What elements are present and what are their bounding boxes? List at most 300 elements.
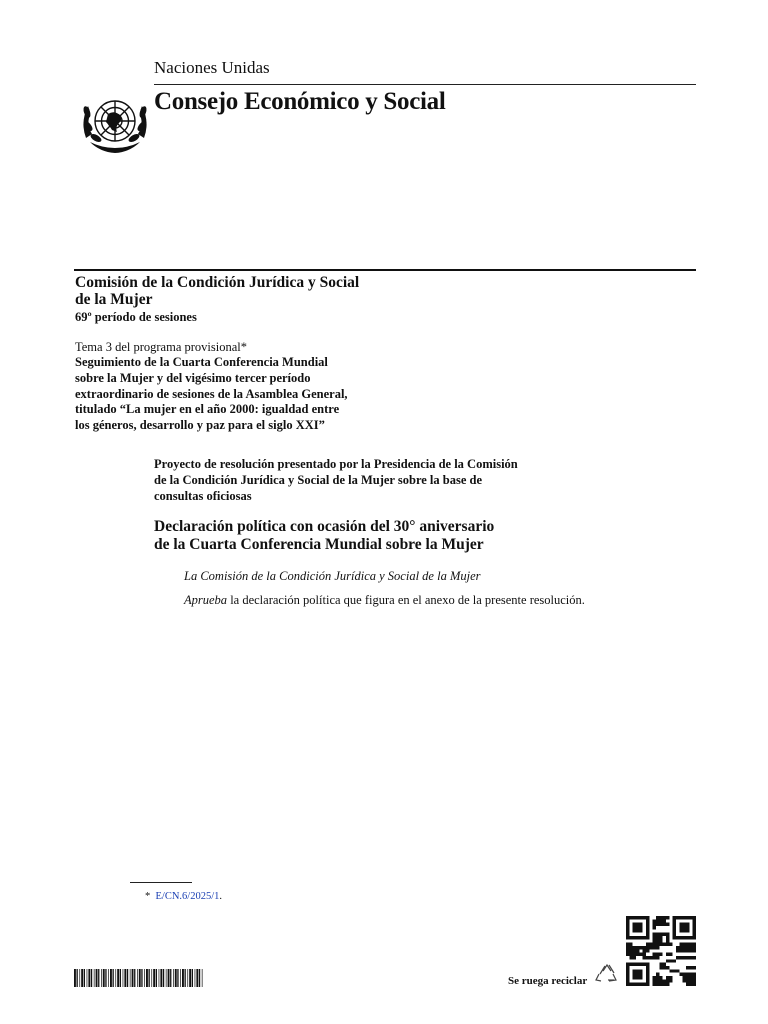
qr-module bbox=[666, 916, 669, 919]
qr-module bbox=[626, 983, 629, 986]
qr-module bbox=[689, 966, 692, 969]
barcode-bar bbox=[124, 969, 126, 987]
qr-module bbox=[626, 973, 629, 976]
qr-module bbox=[656, 933, 659, 936]
qr-module bbox=[666, 966, 669, 969]
barcode-bar bbox=[130, 969, 131, 987]
qr-module bbox=[639, 936, 642, 939]
qr-module bbox=[626, 949, 629, 952]
qr-module bbox=[693, 956, 696, 959]
qr-module bbox=[633, 929, 636, 932]
qr-module bbox=[683, 973, 686, 976]
barcode-bar bbox=[120, 969, 121, 987]
footnote-document-link[interactable]: E/CN.6/2025/1 bbox=[155, 891, 220, 902]
qr-module bbox=[666, 939, 669, 942]
qr-module bbox=[646, 966, 649, 969]
qr-module bbox=[659, 953, 662, 956]
barcode-bar bbox=[163, 969, 164, 987]
qr-module bbox=[629, 916, 632, 919]
qr-module bbox=[646, 963, 649, 966]
qr-module bbox=[659, 923, 662, 926]
qr-module bbox=[626, 919, 629, 922]
commission-name bbox=[75, 274, 359, 308]
council-title: Consejo Económico y Social bbox=[154, 88, 446, 115]
un-emblem-icon bbox=[78, 88, 152, 158]
qr-module bbox=[693, 926, 696, 929]
qr-module bbox=[666, 933, 669, 936]
qr-module bbox=[676, 956, 679, 959]
qr-module bbox=[693, 916, 696, 919]
qr-module bbox=[626, 929, 629, 932]
qr-module bbox=[673, 969, 676, 972]
commission-name-line: Comisión de la Condición Jurídica y Social bbox=[75, 274, 360, 291]
qr-module bbox=[669, 979, 672, 982]
qr-module bbox=[693, 976, 696, 979]
agenda-title-line: sobre la Mujer y del vigésimo tercer período bbox=[75, 370, 311, 385]
qr-module bbox=[633, 949, 636, 952]
qr-module bbox=[663, 983, 666, 986]
qr-module bbox=[646, 929, 649, 932]
qr-module bbox=[659, 979, 662, 982]
qr-module bbox=[686, 943, 689, 946]
barcode-icon bbox=[74, 969, 204, 987]
qr-module bbox=[636, 973, 639, 976]
barcode-bar bbox=[173, 969, 174, 987]
qr-module bbox=[669, 969, 672, 972]
qr-module bbox=[649, 956, 652, 959]
qr-module bbox=[639, 976, 642, 979]
barcode-bar bbox=[177, 969, 178, 987]
qr-module bbox=[683, 949, 686, 952]
qr-module bbox=[683, 936, 686, 939]
qr-module bbox=[626, 946, 629, 949]
barcode-bar bbox=[91, 969, 92, 987]
qr-module bbox=[639, 973, 642, 976]
qr-module bbox=[673, 936, 676, 939]
qr-module bbox=[629, 936, 632, 939]
barcode-bar bbox=[202, 969, 203, 987]
barcode-bar bbox=[98, 969, 99, 987]
qr-module bbox=[666, 953, 669, 956]
qr-module bbox=[686, 956, 689, 959]
qr-module bbox=[659, 963, 662, 966]
qr-module bbox=[666, 983, 669, 986]
footnote-marker: * bbox=[145, 891, 151, 902]
qr-module bbox=[633, 973, 636, 976]
qr-module bbox=[649, 946, 652, 949]
qr-module bbox=[653, 933, 656, 936]
barcode-bar bbox=[110, 969, 112, 987]
qr-module bbox=[693, 943, 696, 946]
qr-module bbox=[636, 929, 639, 932]
header-rule bbox=[154, 84, 696, 85]
barcode-bar bbox=[139, 969, 141, 987]
qr-module bbox=[626, 923, 629, 926]
qr-module bbox=[656, 916, 659, 919]
barcode-bar bbox=[160, 969, 162, 987]
qr-module bbox=[673, 933, 676, 936]
qr-module bbox=[673, 916, 676, 919]
qr-module bbox=[626, 943, 629, 946]
qr-module bbox=[673, 923, 676, 926]
qr-module bbox=[653, 943, 656, 946]
qr-module bbox=[659, 933, 662, 936]
qr-module bbox=[646, 946, 649, 949]
qr-module bbox=[653, 936, 656, 939]
qr-module bbox=[656, 919, 659, 922]
barcode-bar bbox=[187, 969, 188, 987]
recycle-label: Se ruega reciclar bbox=[508, 975, 588, 987]
qr-module bbox=[646, 973, 649, 976]
qr-module bbox=[646, 919, 649, 922]
qr-module bbox=[673, 959, 676, 962]
barcode-bar bbox=[127, 969, 128, 987]
qr-module bbox=[683, 979, 686, 982]
qr-module bbox=[653, 923, 656, 926]
qr-module bbox=[649, 943, 652, 946]
qr-module bbox=[659, 976, 662, 979]
qr-module bbox=[629, 943, 632, 946]
qr-module bbox=[656, 946, 659, 949]
qr-module bbox=[636, 963, 639, 966]
qr-module bbox=[656, 973, 659, 976]
declaration-title-line: de la Cuarta Conferencia Mundial sobre la Mujer bbox=[154, 536, 484, 553]
qr-module bbox=[693, 923, 696, 926]
qr-module bbox=[653, 979, 656, 982]
barcode-bar bbox=[185, 969, 186, 987]
qr-module bbox=[646, 933, 649, 936]
qr-module bbox=[646, 916, 649, 919]
barcode-bar bbox=[87, 969, 88, 987]
qr-module bbox=[673, 929, 676, 932]
barcode-bar bbox=[103, 969, 105, 987]
qr-module bbox=[663, 933, 666, 936]
qr-module bbox=[679, 926, 682, 929]
qr-module bbox=[679, 973, 682, 976]
qr-module bbox=[653, 983, 656, 986]
barcode-bar bbox=[192, 969, 193, 987]
barcode-bar bbox=[137, 969, 138, 987]
barcode-bar bbox=[108, 969, 109, 987]
barcode-bar bbox=[189, 969, 191, 987]
qr-module bbox=[679, 946, 682, 949]
qr-module bbox=[626, 963, 629, 966]
qr-module bbox=[643, 916, 646, 919]
qr-module bbox=[679, 949, 682, 952]
qr-module bbox=[689, 976, 692, 979]
qr-module bbox=[643, 963, 646, 966]
barcode-bar bbox=[141, 969, 142, 987]
qr-module bbox=[639, 946, 642, 949]
barcode-bar bbox=[113, 969, 114, 987]
qr-module bbox=[666, 959, 669, 962]
qr-module bbox=[693, 919, 696, 922]
footnote bbox=[145, 891, 222, 902]
qr-code-icon bbox=[626, 916, 696, 986]
qr-module bbox=[663, 923, 666, 926]
barcode-bar bbox=[105, 969, 106, 987]
barcode-bar bbox=[84, 969, 85, 987]
qr-module bbox=[626, 969, 629, 972]
qr-module bbox=[643, 936, 646, 939]
barcode-bar bbox=[175, 969, 177, 987]
operative-paragraph bbox=[184, 593, 585, 608]
barcode-bar bbox=[88, 969, 90, 987]
barcode-bar bbox=[151, 969, 152, 987]
qr-module bbox=[633, 976, 636, 979]
barcode-bar bbox=[96, 969, 98, 987]
qr-module bbox=[666, 943, 669, 946]
draft-intro-line: consultas oficiosas bbox=[154, 488, 252, 503]
qr-module bbox=[693, 966, 696, 969]
barcode-bar bbox=[180, 969, 181, 987]
qr-module bbox=[626, 936, 629, 939]
footnote-suffix: . bbox=[219, 891, 223, 902]
qr-module bbox=[659, 919, 662, 922]
qr-module bbox=[669, 953, 672, 956]
qr-module bbox=[666, 976, 669, 979]
qr-module bbox=[639, 929, 642, 932]
org-name: Naciones Unidas bbox=[154, 58, 270, 77]
qr-module bbox=[656, 936, 659, 939]
qr-module bbox=[629, 946, 632, 949]
qr-module bbox=[653, 953, 656, 956]
qr-module bbox=[656, 943, 659, 946]
qr-module bbox=[693, 946, 696, 949]
qr-module bbox=[636, 953, 639, 956]
qr-module bbox=[626, 916, 629, 919]
qr-module bbox=[636, 949, 639, 952]
barcode-bar bbox=[168, 969, 170, 987]
barcode-bar bbox=[166, 969, 167, 987]
qr-module bbox=[653, 939, 656, 942]
qr-module bbox=[629, 963, 632, 966]
qr-module bbox=[633, 946, 636, 949]
qr-module bbox=[659, 943, 662, 946]
qr-module bbox=[683, 916, 686, 919]
qr-module bbox=[633, 963, 636, 966]
qr-module bbox=[646, 943, 649, 946]
commission-name-line: de la Mujer bbox=[75, 291, 153, 308]
qr-module bbox=[686, 983, 689, 986]
qr-module bbox=[659, 939, 662, 942]
qr-module bbox=[683, 923, 686, 926]
barcode-bar bbox=[170, 969, 171, 987]
qr-module bbox=[626, 926, 629, 929]
qr-module bbox=[683, 946, 686, 949]
qr-module bbox=[636, 916, 639, 919]
recycle-icon bbox=[594, 962, 620, 988]
qr-module bbox=[689, 916, 692, 919]
barcode-bar bbox=[132, 969, 134, 987]
qr-module bbox=[656, 976, 659, 979]
qr-module bbox=[683, 956, 686, 959]
qr-module bbox=[666, 923, 669, 926]
qr-module bbox=[646, 979, 649, 982]
qr-module bbox=[646, 969, 649, 972]
qr-module bbox=[693, 973, 696, 976]
qr-module bbox=[643, 956, 646, 959]
barcode-bar bbox=[134, 969, 135, 987]
qr-module bbox=[636, 946, 639, 949]
qr-module bbox=[636, 936, 639, 939]
qr-module bbox=[636, 926, 639, 929]
qr-module bbox=[653, 946, 656, 949]
qr-module bbox=[673, 919, 676, 922]
qr-module bbox=[626, 979, 629, 982]
agenda-title-line: extraordinario de sesiones de la Asamblea General, bbox=[75, 386, 348, 401]
declaration-title bbox=[154, 518, 594, 554]
qr-module bbox=[633, 923, 636, 926]
barcode-bar bbox=[144, 969, 145, 987]
qr-module bbox=[626, 966, 629, 969]
qr-module bbox=[689, 973, 692, 976]
qr-module bbox=[686, 949, 689, 952]
barcode-bar bbox=[74, 969, 76, 987]
qr-module bbox=[679, 956, 682, 959]
agenda-title-line: titulado “La mujer en el año 2000: igualdad entre bbox=[75, 402, 340, 417]
qr-module bbox=[673, 926, 676, 929]
qr-module bbox=[679, 929, 682, 932]
agenda-title bbox=[75, 355, 395, 434]
qr-module bbox=[629, 953, 632, 956]
qr-module bbox=[639, 923, 642, 926]
qr-module bbox=[643, 946, 646, 949]
qr-module bbox=[636, 976, 639, 979]
qr-module bbox=[653, 926, 656, 929]
qr-module bbox=[626, 933, 629, 936]
qr-module bbox=[689, 946, 692, 949]
qr-module bbox=[686, 966, 689, 969]
agenda-title-line: Seguimiento de la Cuarta Conferencia Mundial bbox=[75, 355, 328, 369]
barcode-bar bbox=[81, 969, 83, 987]
qr-module bbox=[686, 929, 689, 932]
barcode-bar bbox=[115, 969, 116, 987]
barcode-bar bbox=[123, 969, 124, 987]
qr-module bbox=[639, 983, 642, 986]
qr-module bbox=[633, 926, 636, 929]
barcode-bar bbox=[159, 969, 160, 987]
qr-module bbox=[656, 979, 659, 982]
declaration-title-line: Declaración política con ocasión del 30° aniversario bbox=[154, 518, 495, 535]
qr-module bbox=[653, 956, 656, 959]
qr-module bbox=[663, 979, 666, 982]
qr-module bbox=[686, 946, 689, 949]
qr-module bbox=[683, 929, 686, 932]
qr-module bbox=[666, 936, 669, 939]
qr-module bbox=[683, 943, 686, 946]
qr-module bbox=[659, 966, 662, 969]
barcode-bar bbox=[199, 969, 200, 987]
qr-module bbox=[639, 953, 642, 956]
qr-module bbox=[633, 936, 636, 939]
qr-module bbox=[689, 983, 692, 986]
qr-module bbox=[659, 983, 662, 986]
qr-module bbox=[646, 956, 649, 959]
qr-module bbox=[693, 949, 696, 952]
qr-module bbox=[676, 946, 679, 949]
barcode-bar bbox=[195, 969, 196, 987]
qr-module bbox=[676, 936, 679, 939]
session-label: 69º período de sesiones bbox=[75, 310, 197, 324]
qr-module bbox=[669, 943, 672, 946]
qr-module bbox=[689, 943, 692, 946]
qr-module bbox=[676, 949, 679, 952]
qr-module bbox=[636, 969, 639, 972]
barcode-bar bbox=[94, 969, 95, 987]
qr-module bbox=[653, 919, 656, 922]
qr-module bbox=[676, 969, 679, 972]
barcode-bar bbox=[79, 969, 80, 987]
qr-module bbox=[633, 953, 636, 956]
barcode-bar bbox=[101, 969, 102, 987]
qr-module bbox=[633, 956, 636, 959]
qr-module bbox=[639, 916, 642, 919]
qr-module bbox=[663, 966, 666, 969]
qr-module bbox=[689, 936, 692, 939]
qr-module bbox=[656, 923, 659, 926]
qr-module bbox=[646, 983, 649, 986]
qr-module bbox=[686, 926, 689, 929]
barcode-bar bbox=[146, 969, 148, 987]
operative-verb: Aprueba bbox=[184, 593, 228, 607]
qr-module bbox=[646, 923, 649, 926]
qr-module bbox=[679, 943, 682, 946]
qr-module bbox=[646, 976, 649, 979]
qr-module bbox=[643, 953, 646, 956]
qr-module bbox=[633, 916, 636, 919]
qr-module bbox=[646, 949, 649, 952]
qr-module bbox=[639, 969, 642, 972]
qr-module bbox=[629, 956, 632, 959]
qr-module bbox=[636, 983, 639, 986]
qr-module bbox=[643, 949, 646, 952]
barcode-bar bbox=[149, 969, 150, 987]
qr-module bbox=[656, 939, 659, 942]
barcode-bar bbox=[77, 969, 78, 987]
barcode-bar bbox=[153, 969, 155, 987]
qr-module bbox=[666, 979, 669, 982]
qr-module bbox=[653, 976, 656, 979]
qr-module bbox=[659, 916, 662, 919]
qr-module bbox=[656, 956, 659, 959]
qr-module bbox=[633, 983, 636, 986]
qr-module bbox=[693, 983, 696, 986]
qr-module bbox=[689, 949, 692, 952]
qr-module bbox=[693, 929, 696, 932]
qr-module bbox=[639, 926, 642, 929]
qr-module bbox=[679, 936, 682, 939]
qr-module bbox=[629, 949, 632, 952]
operative-text: la declaración política que figura en el anexo de la presente resolución. bbox=[227, 593, 585, 607]
qr-module bbox=[669, 959, 672, 962]
barcode-bar bbox=[196, 969, 198, 987]
qr-module bbox=[639, 963, 642, 966]
qr-module bbox=[643, 983, 646, 986]
agenda-label: Tema 3 del programa provisional* bbox=[75, 340, 247, 354]
qr-module bbox=[686, 923, 689, 926]
qr-module bbox=[626, 976, 629, 979]
qr-module bbox=[683, 976, 686, 979]
qr-module bbox=[636, 923, 639, 926]
qr-module bbox=[626, 953, 629, 956]
qr-module bbox=[689, 979, 692, 982]
qr-module bbox=[663, 919, 666, 922]
qr-module bbox=[686, 916, 689, 919]
qr-module bbox=[633, 969, 636, 972]
qr-module bbox=[679, 916, 682, 919]
qr-module bbox=[686, 973, 689, 976]
